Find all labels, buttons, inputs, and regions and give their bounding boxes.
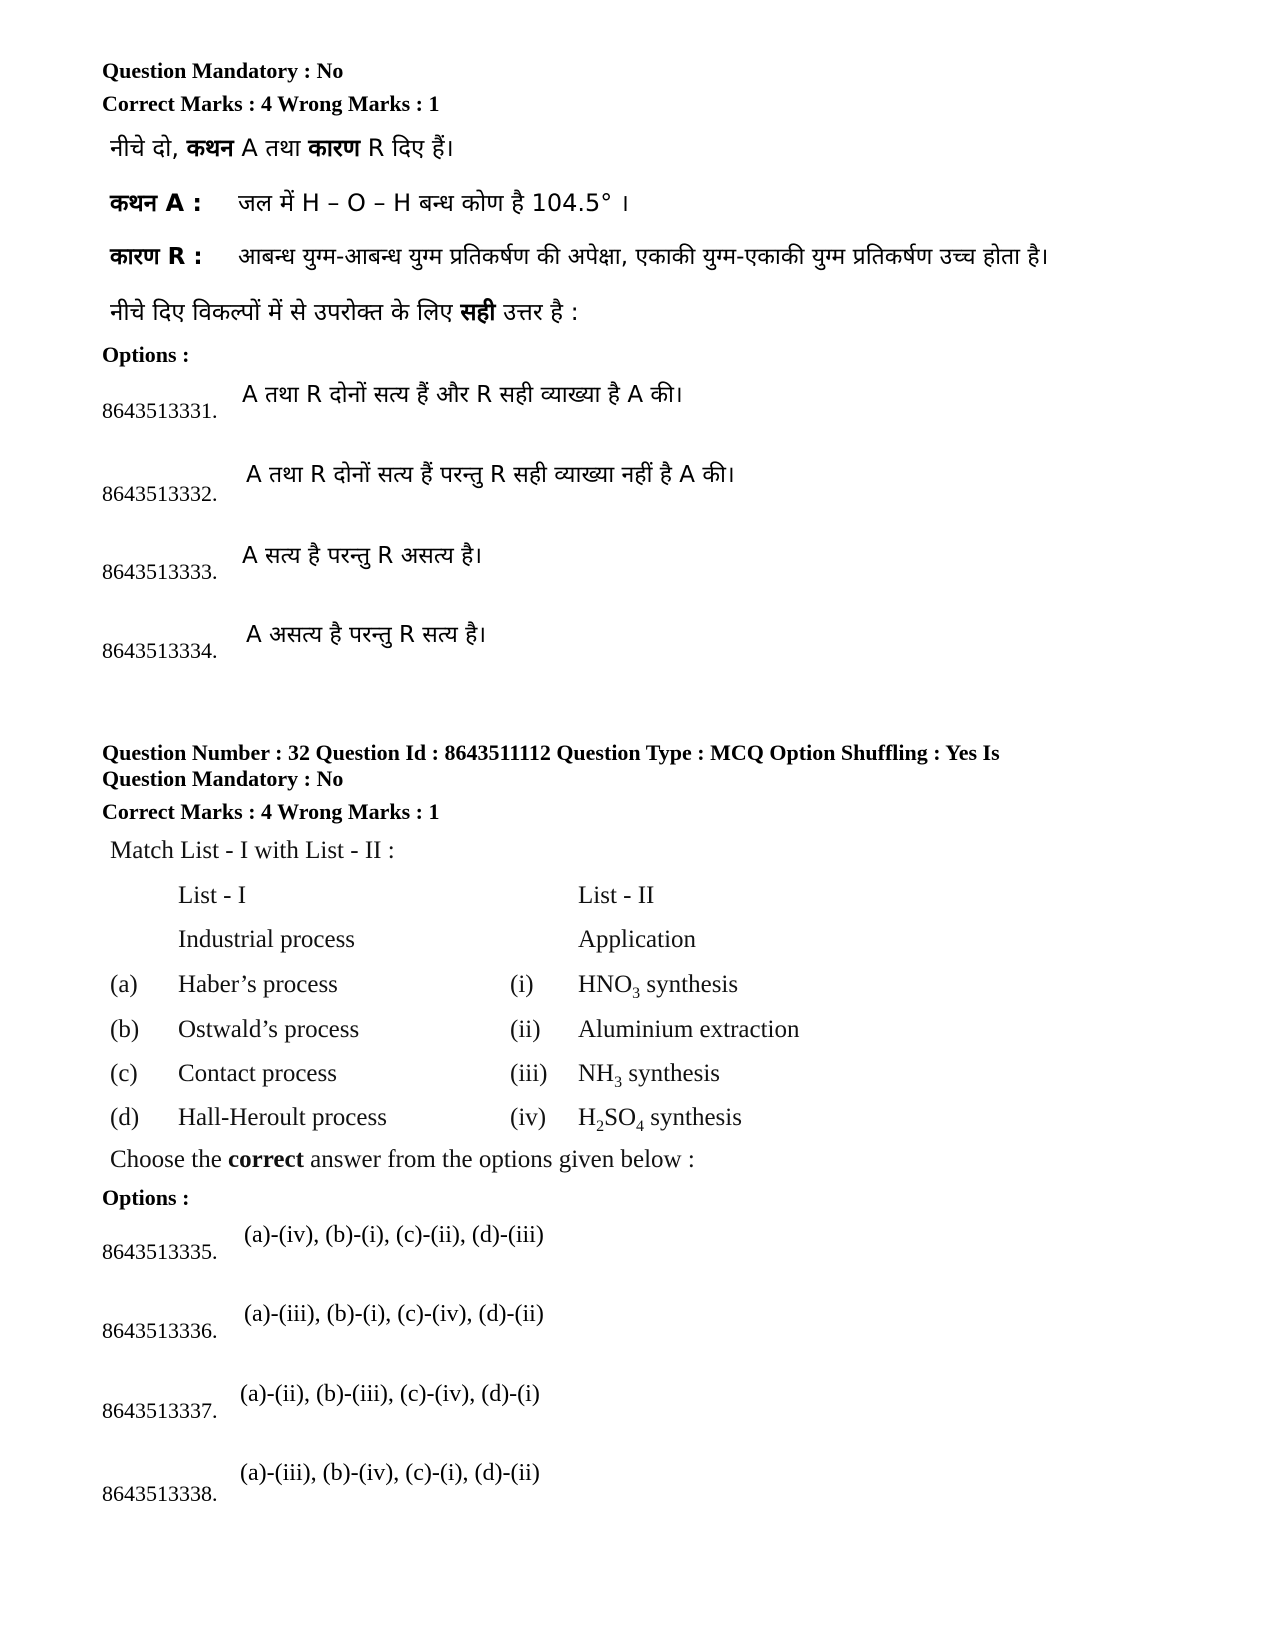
- q32-option-2-text: (a)-(iii), (b)-(i), (c)-(iv), (d)-(ii): [244, 1301, 544, 1327]
- row-a-label: (a): [110, 971, 138, 998]
- row-i-label: (i): [510, 971, 534, 998]
- reason-text: आबन्ध युग्म-आबन्ध युग्म प्रतिकर्षण की अपेक्षा, एकाकी युग्म-एकाकी युग्म प्रतिकर्षण उच्च होता है।: [238, 244, 1049, 270]
- q31-option-2-text: A तथा R दोनों सत्य हैं परन्तु R सही व्याख्या नहीं है A की।: [246, 462, 735, 488]
- q32-instruction: Match List - I with List - II :: [110, 837, 395, 864]
- row-iv-application: $H_2SO_4$ synthesis: [578, 1104, 742, 1135]
- row-c-process: Contact process: [178, 1060, 337, 1087]
- q32-option-1-text: (a)-(iv), (b)-(i), (c)-(ii), (d)-(iii): [244, 1222, 544, 1248]
- reason-label: कारण R :: [110, 244, 203, 270]
- list2-subtitle: Application: [578, 926, 697, 953]
- q32-option-3-id: 8643513337.: [102, 1398, 218, 1423]
- q32-option-2-id: 8643513336.: [102, 1318, 218, 1343]
- row-iv-label: (iv): [510, 1104, 547, 1131]
- q31-option-4-id: 8643513334.: [102, 638, 218, 663]
- q31-intro: नीचे दो, कथन A तथा कारण R दिए हैं।: [110, 134, 454, 162]
- assertion-text: जल में H – O – H बन्ध कोण है 104.5° ।: [238, 189, 629, 217]
- q31-option-1-id: 8643513331.: [102, 398, 218, 423]
- assertion-label: कथन A :: [110, 189, 202, 217]
- q32-option-4-text: (a)-(iii), (b)-(iv), (c)-(i), (d)-(ii): [240, 1460, 540, 1486]
- q31-option-3-id: 8643513333.: [102, 559, 218, 584]
- q31-options-label: Options :: [102, 342, 190, 367]
- q32-mandatory: Question Mandatory : No: [102, 766, 344, 791]
- q31-option-2-id: 8643513332.: [102, 481, 218, 506]
- row-i-application: $HNO_3$ synthesis: [578, 971, 739, 1002]
- q32-option-3-text: (a)-(ii), (b)-(iii), (c)-(iv), (d)-(i): [240, 1381, 540, 1407]
- q32-choose: Choose the correct answer from the options given below :: [110, 1146, 695, 1173]
- q31-mandatory: Question Mandatory : No: [102, 58, 344, 83]
- q32-marks: Correct Marks : 4 Wrong Marks : 1: [102, 799, 440, 824]
- row-ii-label: (ii): [510, 1016, 541, 1043]
- q32-options-label: Options :: [102, 1185, 190, 1210]
- q31-assertion: [110, 188, 629, 218]
- row-c-label: (c): [110, 1060, 138, 1087]
- q31-reason: [110, 242, 1048, 272]
- q32-header: Question Number : 32 Question Id : 8643511112 Question Type : MCQ Option Shuffling : Yes Is: [102, 740, 1000, 765]
- row-iii-label: (iii): [510, 1060, 548, 1087]
- row-d-label: (d): [110, 1104, 140, 1131]
- q31-option-1-text: A तथा R दोनों सत्य हैं और R सही व्याख्या है A की।: [242, 382, 683, 408]
- q32-option-1-id: 8643513335.: [102, 1239, 218, 1264]
- row-b-process: Ostwald’s process: [178, 1016, 360, 1043]
- row-d-process: Hall-Heroult process: [178, 1104, 387, 1131]
- q31-option-3-text: A सत्य है परन्तु R असत्य है।: [242, 543, 483, 569]
- list2-title: List - II: [578, 882, 655, 909]
- row-b-label: (b): [110, 1016, 140, 1043]
- q31-prompt: नीचे दिए विकल्पों में से उपरोक्त के लिए सही उत्तर है :: [110, 298, 579, 326]
- row-a-process: Haber’s process: [178, 971, 338, 998]
- list1-subtitle: Industrial process: [178, 926, 356, 953]
- q31-option-4-text: A असत्य है परन्तु R सत्य है।: [246, 622, 487, 648]
- row-ii-application: Aluminium extraction: [578, 1016, 800, 1043]
- q31-marks: Correct Marks : 4 Wrong Marks : 1: [102, 91, 440, 116]
- row-iii-application: $NH_3$ synthesis: [578, 1060, 721, 1091]
- q32-option-4-id: 8643513338.: [102, 1481, 218, 1506]
- list1-title: List - I: [178, 882, 247, 909]
